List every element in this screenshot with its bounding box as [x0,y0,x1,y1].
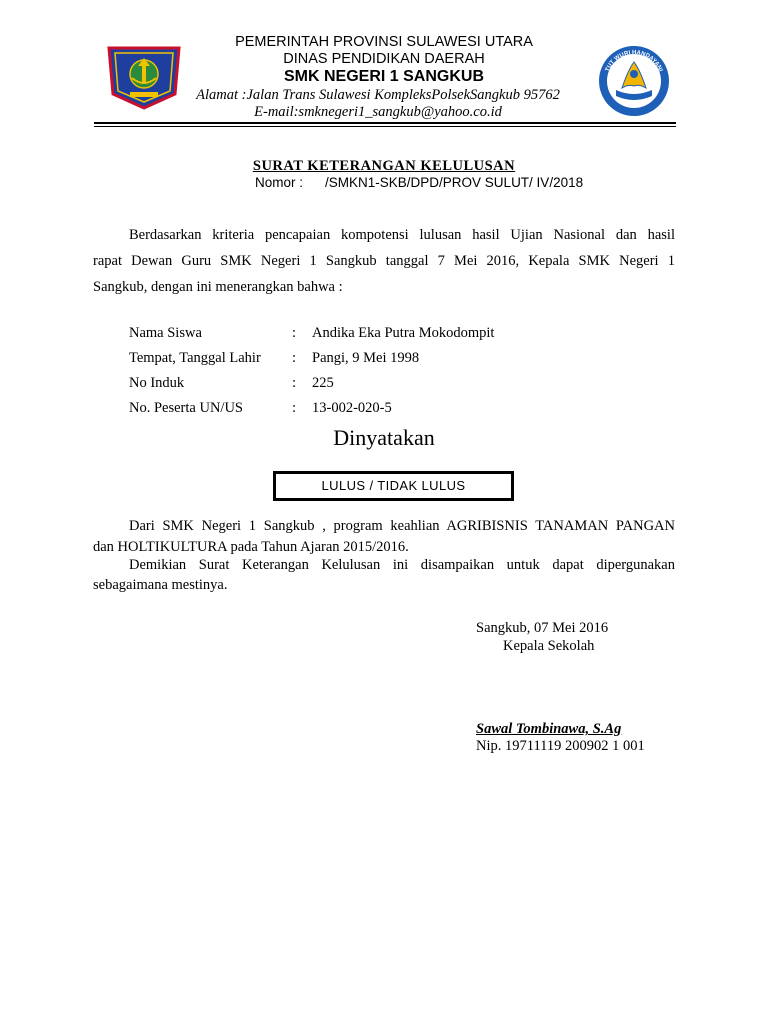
field-birth [129,350,420,367]
signature-place-date: Sangkub, 07 Mei 2016 [476,620,609,636]
field-colon: : [292,325,297,341]
intro-line: Berdasarkan kriteria pencapaian kompotensi lulusan hasil Ujian Nasional dan hasil [129,227,675,243]
body-line: dan HOLTIKULTURA pada Tahun Ajaran 2015/2016. [93,539,409,555]
letter-number-label: Nomor : [255,175,304,190]
logo-right-text: TUT WURI HANDAYANI [604,49,664,73]
header-department: DINAS PENDIDIKAN DAERAH [283,51,485,67]
intro-line: rapat Dewan Guru SMK Negeri 1 Sangkub tanggal 7 Mei 2016, Kepala SMK Negeri 1 [93,253,675,269]
field-label: Tempat, Tanggal Lahir [129,350,261,366]
field-colon: : [292,400,297,416]
field-label: No. Peserta UN/US [129,400,243,416]
field-value: 13-002-020-5 [312,400,392,416]
letter-number-value: /SMKN1-SKB/DPD/PROV SULUT/ IV/2018 [325,175,584,190]
signature-name: Sawal Tombinawa, S.Ag [476,721,622,737]
field-colon: : [292,350,297,366]
field-label: Nama Siswa [129,325,202,341]
header-government: PEMERINTAH PROVINSI SULAWESI UTARA [235,34,533,50]
field-student-name [129,325,495,342]
intro-line: Sangkub, dengan ini menerangkan bahwa : [93,279,343,295]
field-value: Pangi, 9 Mei 1998 [312,350,420,366]
header-divider-thin [94,126,676,127]
field-label: No Induk [129,375,185,391]
declared-heading: Dinyatakan [333,425,435,450]
header-school-name: SMK NEGERI 1 SANGKUB [283,68,485,85]
intro-paragraph [93,222,675,300]
letter-number [255,175,583,190]
body-line: sebagaimana mestinya. [93,577,228,593]
field-student-id [129,375,334,392]
signature-role: Kepala Sekolah [503,638,595,654]
result-box: LULUS / TIDAK LULUS [273,471,514,501]
body-line: Dari SMK Negeri 1 Sangkub , program keahlian AGRIBISNIS TANAMAN PANGAN [129,518,675,534]
signature-nip: Nip. 19711119 200902 1 001 [476,738,645,754]
header-address: Alamat :Jalan Trans Sulawesi KompleksPolsekSangkub 95762 [196,87,560,103]
body-line: Demikian Surat Keterangan Kelulusan ini disampaikan untuk dapat dipergunakan [129,557,675,573]
field-value: 225 [312,375,334,391]
field-colon: : [292,375,297,391]
field-value: Andika Eka Putra Mokodompit [312,325,495,341]
field-exam-number [129,400,392,417]
letter-title: SURAT KETERANGAN KELULUSAN [252,158,516,174]
header-divider-thick [94,122,676,124]
header-email: E-mail:smknegeri1_sangkub@yahoo.co.id [254,104,502,120]
